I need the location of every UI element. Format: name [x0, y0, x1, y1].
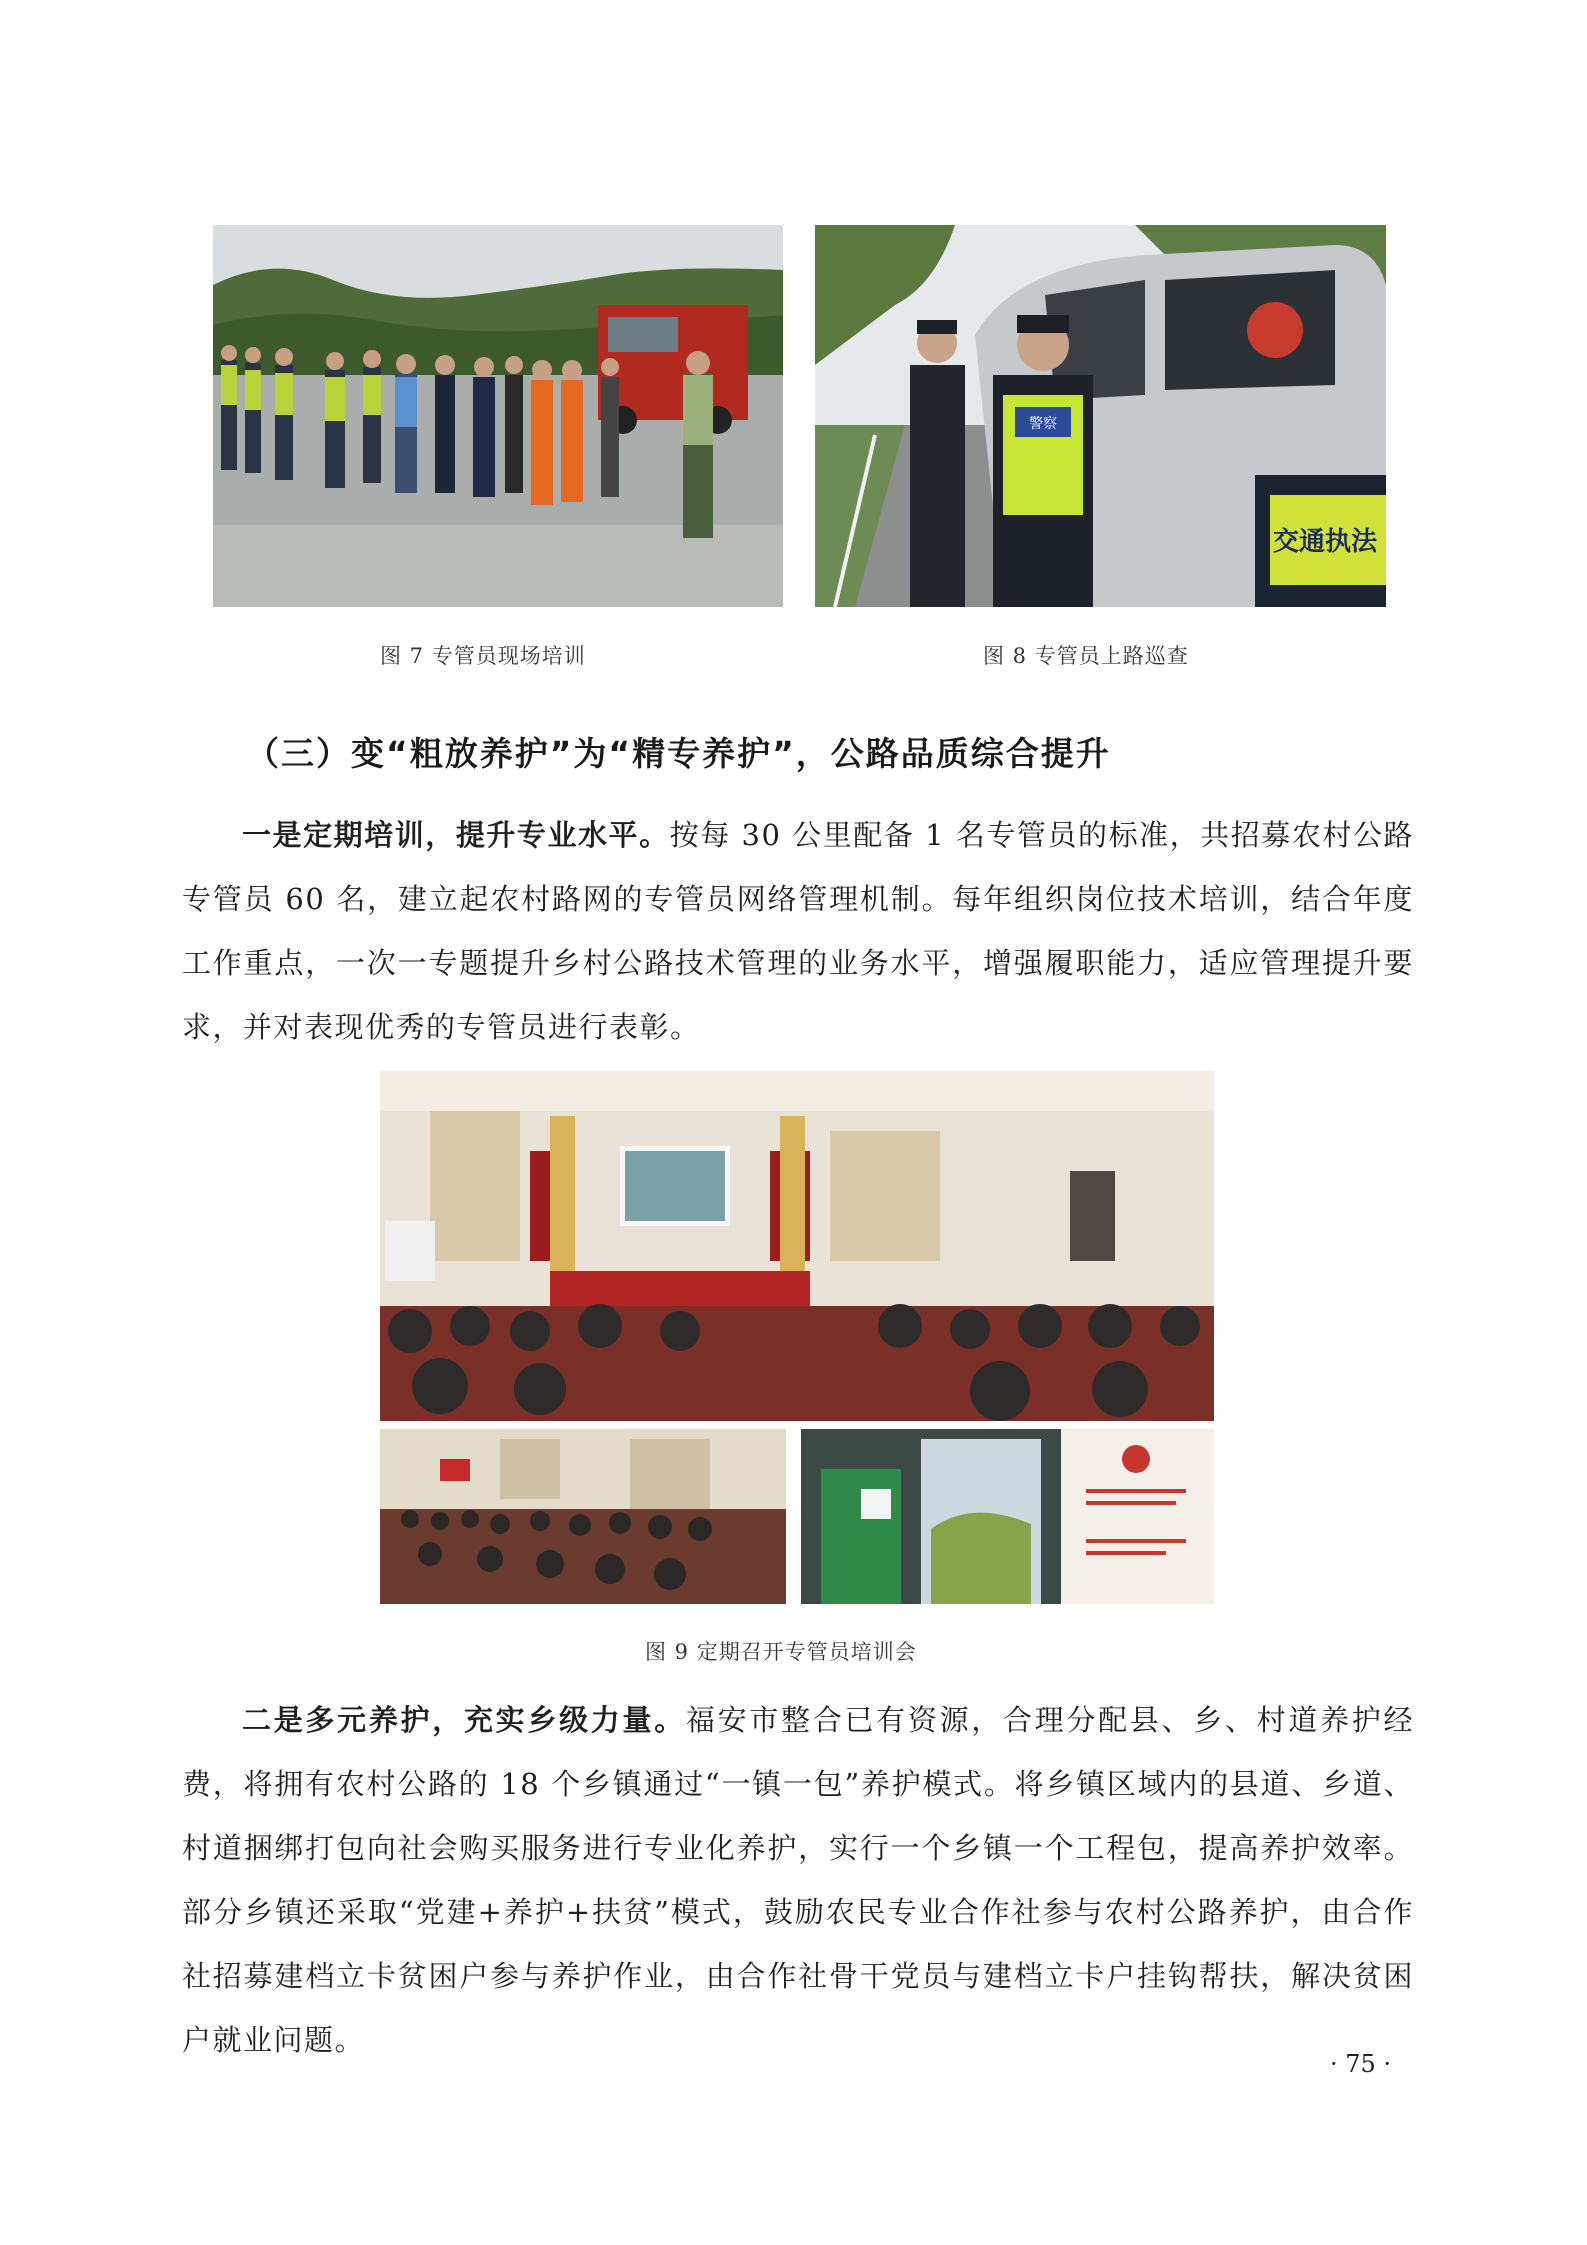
- section-heading: （三）变“粗放养护”为“精专养护”，公路品质综合提升: [246, 734, 1111, 773]
- paragraph-maintenance: [182, 1688, 1414, 2072]
- police-vest-label: 警察: [1029, 416, 1057, 432]
- figure-9-classroom-photo: [380, 1429, 786, 1604]
- figure-7-photo: [213, 225, 783, 607]
- paragraph-training: [182, 803, 1414, 1059]
- law-enforcement-jacket-label: 交通执法: [1272, 527, 1378, 557]
- figure-8-photo: [815, 225, 1386, 607]
- page-number: · 75 ·: [1330, 2050, 1392, 2078]
- figure-9-main-photo: [380, 1071, 1214, 1421]
- figure-9-caption: 图 9 定期召开专管员培训会: [645, 1640, 917, 1664]
- paragraph-lead: 二是多元养护，充实乡级力量。: [242, 1703, 686, 1737]
- meeting-hall-image: [380, 1071, 1214, 1421]
- paragraph-body: 福安市整合已有资源，合理分配县、乡、村道养护经费，将拥有农村公路的 18 个乡镇通过“一镇一包”养护模式。将乡镇区域内的县道、乡道、村道捆绑打包向社会购买服务进行专业化养护，实行一个乡镇一个工程包，提高养护效率。部分乡镇还采取“党建+养护+扶贫”模式，鼓励农民专业合作社参与农村公路养护，由合作社招募建档立卡贫困户参与养护作业，由合作社骨干党员与建档立卡户挂钩帮扶，解决贫困户就业问题。: [182, 1703, 1414, 2057]
- figure-9-booklets-photo: [801, 1429, 1214, 1604]
- road-inspection-image: [815, 225, 1386, 607]
- paragraph-lead: 一是定期培训，提升专业水平。: [242, 818, 670, 852]
- classroom-image: [380, 1429, 786, 1604]
- paragraph-body: 按每 30 公里配备 1 名专管员的标准，共招募农村公路专管员 60 名，建立起农村路网的专管员网络管理机制。每年组织岗位技术培训，结合年度工作重点，一次一专题提升乡村公路技术管理的业务水平，增强履职能力，适应管理提升要求，并对表现优秀的专管员进行表彰。: [182, 818, 1414, 1044]
- figure-8-caption: 图 8 专管员上路巡查: [983, 644, 1189, 668]
- figure-7-caption: 图 7 专管员现场培训: [380, 644, 586, 668]
- booklets-image: [801, 1429, 1214, 1604]
- training-outdoor-image: [213, 225, 783, 607]
